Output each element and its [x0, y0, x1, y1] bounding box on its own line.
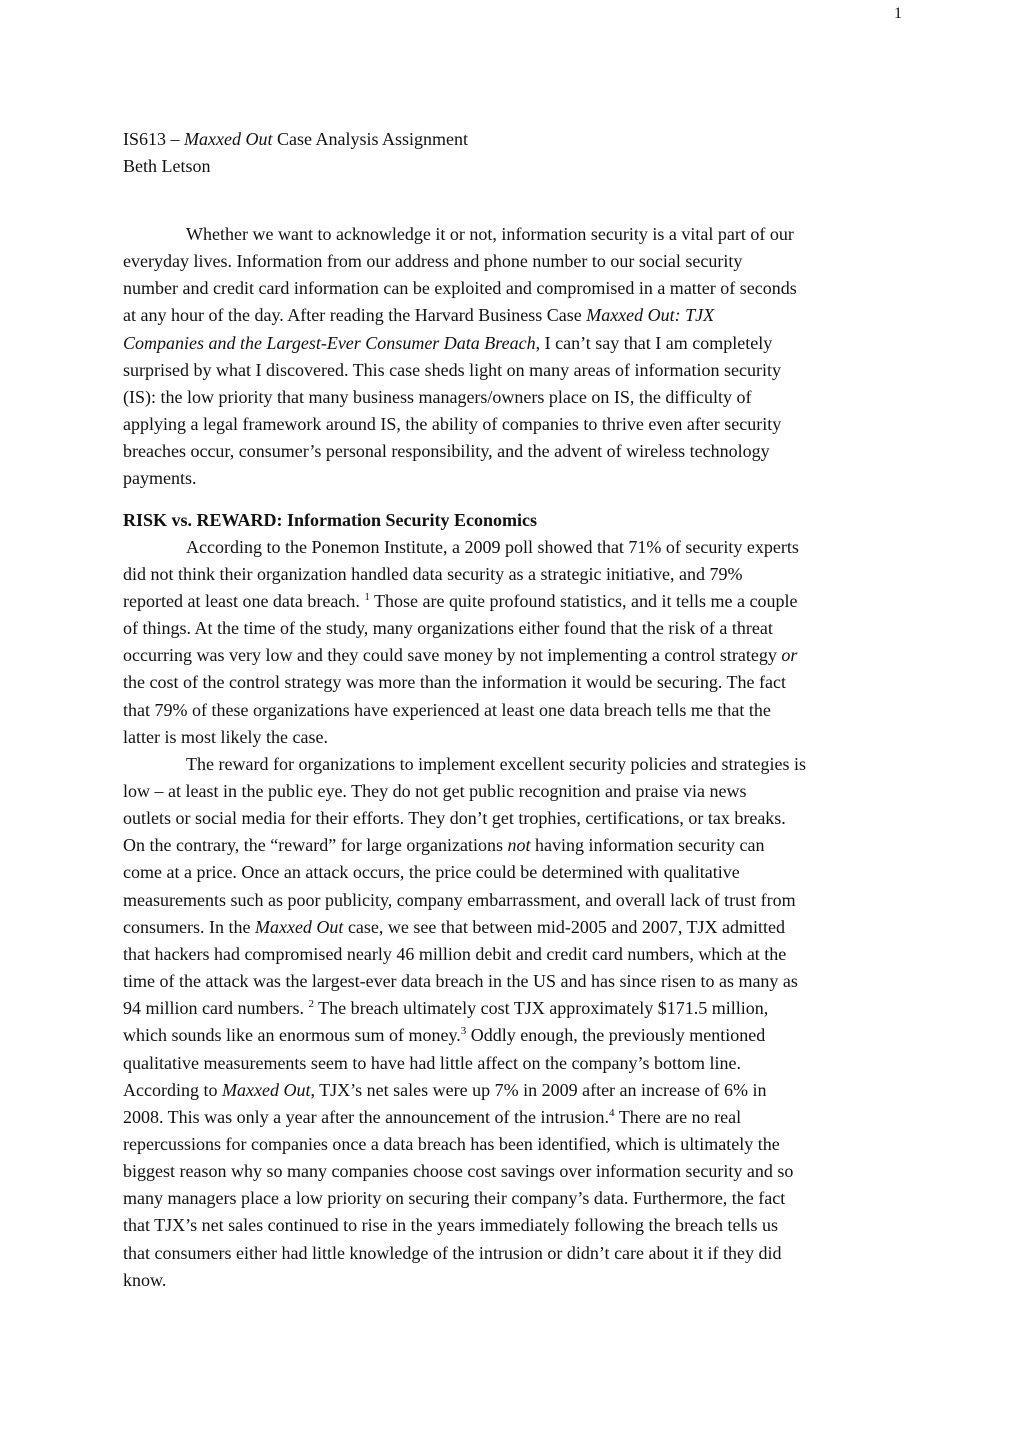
line-text: The breach ultimately cost TJX approximately $171.5 million,: [313, 998, 769, 1019]
paragraph-line: number and credit card information can be exploited and compromised in a matter of seconds: [123, 278, 797, 299]
paragraph-line: measurements such as poor publicity, company embarrassment, and overall lack of trust from: [123, 889, 796, 910]
page-number: 1: [894, 5, 902, 22]
assignment-title-rest: Case Analysis Assignment: [272, 129, 468, 149]
ponemon-paragraph: [123, 534, 901, 751]
paragraph-line: that consumers either had little knowledge of the intrusion or didn’t care about it if they did: [123, 1242, 782, 1263]
footnote-ref-1: 1: [364, 590, 370, 603]
paragraph-line: that 79% of these organizations have experienced at least one data breach tells me that the: [123, 699, 771, 720]
paragraph-line: that hackers had compromised nearly 46 million debit and credit card numbers, which at the: [123, 943, 787, 964]
line-text: which sounds like an enormous sum of money.: [123, 1025, 461, 1046]
paragraph-line: (IS): the low priority that many business managers/owners place on IS, the difficulty of: [123, 386, 752, 407]
assignment-title: [123, 126, 468, 153]
document-header: [123, 126, 468, 180]
author-name: Beth Letson: [123, 156, 211, 176]
paragraph-line: [123, 914, 901, 941]
intro-paragraph: [123, 221, 901, 493]
paragraph-line: According to the Ponemon Institute, a 2009 poll showed that 71% of security experts: [186, 536, 799, 557]
paragraph-line: did not think their organization handled data security as a strategic initiative, and 79%: [123, 563, 743, 584]
paragraph-line: everyday lives. Information from our address and phone number to our social security: [123, 251, 743, 272]
line-text: case, we see that between mid-2005 and 2007, TJX admitted: [343, 916, 785, 937]
line-text: On the contrary, the “reward” for large organizations: [123, 835, 508, 856]
paragraph-line: applying a legal framework around IS, the ability of companies to thrive even after security: [123, 414, 782, 435]
paragraph-line: many managers place a low priority on securing their company’s data. Furthermore, the fact: [123, 1188, 786, 1209]
paragraph-line: [123, 1104, 901, 1131]
paragraph-line: outlets or social media for their efforts. They don’t get trophies, certifications, or tax breaks.: [123, 808, 786, 829]
paragraph-line: payments.: [123, 468, 197, 489]
paragraph-line: Whether we want to acknowledge it or not, information security is a vital part of our: [186, 224, 794, 244]
line-text: 2008. This was only a year after the announcement of the intrusion.: [123, 1106, 610, 1127]
paragraph-line: repercussions for companies once a data breach has been identified, which is ultimately the: [123, 1134, 780, 1154]
line-text: Those are quite profound statistics, and it tells me a couple: [369, 590, 798, 611]
line-text: According to: [123, 1079, 222, 1100]
reward-paragraph: [123, 751, 901, 1294]
line-text: consumers. In the: [123, 916, 255, 937]
footnote-ref-4: 4: [609, 1106, 615, 1119]
paragraph-line: of things. At the time of the study, many organizations either found that the risk of a threat: [123, 618, 773, 639]
paragraph-line: latter is most likely the case.: [123, 726, 328, 747]
paragraph-line: The reward for organizations to implement excellent security policies and strategies is: [186, 753, 806, 774]
case-title-italic: Maxxed Out: [184, 129, 273, 149]
paragraph-line: [123, 995, 901, 1022]
section-heading: RISK vs. REWARD: Information Security Economics: [123, 509, 537, 530]
line-text: Oddly enough, the previously mentioned: [466, 1025, 766, 1046]
paragraph-line: [123, 642, 901, 669]
line-text: occurring was very low and they could save money by not implementing a control strategy: [123, 645, 782, 666]
paragraph-line: [123, 1077, 901, 1104]
paragraph-line: [123, 588, 901, 615]
paragraph-line: that TJX’s net sales continued to rise in the years immediately following the breach tells us: [123, 1215, 779, 1236]
paragraph-line: qualitative measurements seem to have had little affect on the company’s bottom line.: [123, 1052, 741, 1073]
paragraph-line: know.: [123, 1269, 167, 1290]
paragraph-line: come at a price. Once an attack occurs, the price could be determined with qualitative: [123, 862, 740, 883]
paragraph-line: low – at least in the public eye. They do not get public recognition and praise via news: [123, 780, 747, 801]
paragraph-line: biggest reason why so many companies choose cost savings over information security and so: [123, 1161, 794, 1182]
paragraph-line: [123, 330, 901, 357]
paragraph-line: time of the attack was the largest-ever data breach in the US and has since risen to as many as: [123, 971, 798, 992]
paragraph-line: surprised by what I discovered. This case sheds light on many areas of information security: [123, 359, 782, 380]
paragraph-line: [123, 302, 901, 329]
line-text: having information security can: [530, 835, 765, 856]
case-name-italic: Maxxed Out: [254, 916, 344, 937]
paragraph-line: [123, 832, 901, 859]
line-text: , TJX’s net sales were up 7% in 2009 after an increase of 6% in: [310, 1079, 767, 1100]
document-body: [123, 221, 901, 1294]
emphasis-or: or: [781, 645, 798, 666]
line-text: reported at least one data breach.: [123, 590, 365, 611]
line-text: 94 million card numbers.: [123, 998, 309, 1019]
case-name-italic: Maxxed Out: TJX: [586, 305, 715, 326]
case-subtitle-italic: Companies and the Largest-Ever Consumer Data Breach: [123, 332, 536, 353]
line-text: There are no real: [614, 1106, 742, 1127]
paragraph-line: breaches occur, consumer’s personal responsibility, and the advent of wireless technology: [123, 441, 770, 462]
paragraph-line: [123, 1022, 901, 1049]
line-text: at any hour of the day. After reading the Harvard Business Case: [123, 305, 587, 326]
emphasis-not: not: [507, 835, 531, 856]
line-text: , I can’t say that I am completely: [535, 332, 773, 353]
footnote-ref-3: 3: [460, 1025, 467, 1038]
course-code: IS613 –: [123, 129, 185, 149]
footnote-ref-2: 2: [308, 998, 314, 1011]
paragraph-line: the cost of the control strategy was more than the information it would be securing. The fact: [123, 672, 786, 693]
case-name-italic: Maxxed Out: [221, 1079, 311, 1100]
